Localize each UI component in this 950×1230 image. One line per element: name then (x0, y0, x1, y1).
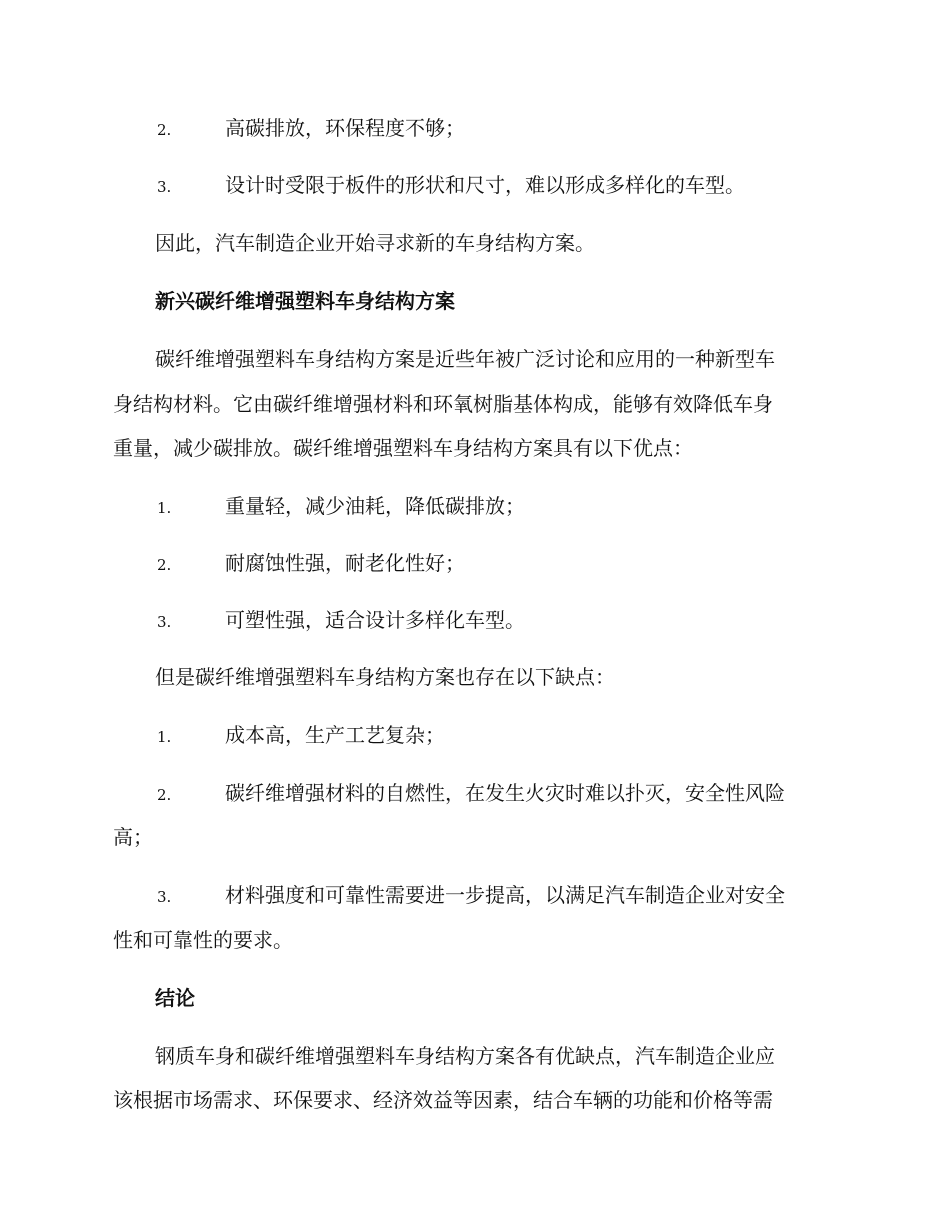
list-item-text: 碳纤维增强材料的自燃性，在发生火灾时难以扑灭，安全性风险 (225, 781, 785, 805)
list-number: 3. (157, 613, 172, 631)
list-number: 3. (157, 888, 172, 906)
paragraph-line: 重量，减少碳排放。碳纤维增强塑料车身结构方案具有以下优点： (113, 436, 693, 460)
list-number: 2. (157, 556, 172, 574)
paragraph-but: 但是碳纤维增强塑料车身结构方案也存在以下缺点： (155, 665, 615, 689)
list-item-text: 可塑性强，适合设计多样化车型。 (225, 608, 525, 632)
list-item-text: 成本高，生产工艺复杂； (225, 723, 445, 747)
paragraph-therefore: 因此，汽车制造企业开始寻求新的车身结构方案。 (155, 231, 595, 255)
list-number: 2. (157, 786, 172, 804)
list-item-continuation: 性和可靠性的要求。 (113, 928, 293, 952)
list-item-text: 重量轻，减少油耗，降低碳排放； (225, 494, 525, 518)
list-item-text: 高碳排放，环保程度不够； (225, 116, 465, 140)
paragraph-line: 钢质车身和碳纤维增强塑料车身结构方案各有优缺点，汽车制造企业应 (155, 1044, 775, 1068)
paragraph-line: 碳纤维增强塑料车身结构方案是近些年被广泛讨论和应用的一种新型车 (155, 347, 775, 371)
list-item-text: 设计时受限于板件的形状和尺寸，难以形成多样化的车型。 (225, 173, 745, 197)
list-item-continuation: 高； (113, 825, 153, 849)
list-number: 3. (157, 178, 172, 196)
paragraph-line: 该根据市场需求、环保要求、经济效益等因素，结合车辆的功能和价格等需 (113, 1088, 773, 1112)
list-item-text: 耐腐蚀性强，耐老化性好； (225, 551, 465, 575)
paragraph-line: 身结构材料。它由碳纤维增强材料和环氧树脂基体构成，能够有效降低车身 (113, 392, 773, 416)
list-item-text: 材料强度和可靠性需要进一步提高，以满足汽车制造企业对安全 (225, 883, 785, 907)
list-number: 1. (157, 499, 172, 517)
list-number: 2. (157, 121, 172, 139)
list-number: 1. (157, 728, 172, 746)
section-heading-new-scheme: 新兴碳纤维增强塑料车身结构方案 (155, 289, 455, 313)
section-heading-conclusion: 结论 (155, 986, 195, 1010)
